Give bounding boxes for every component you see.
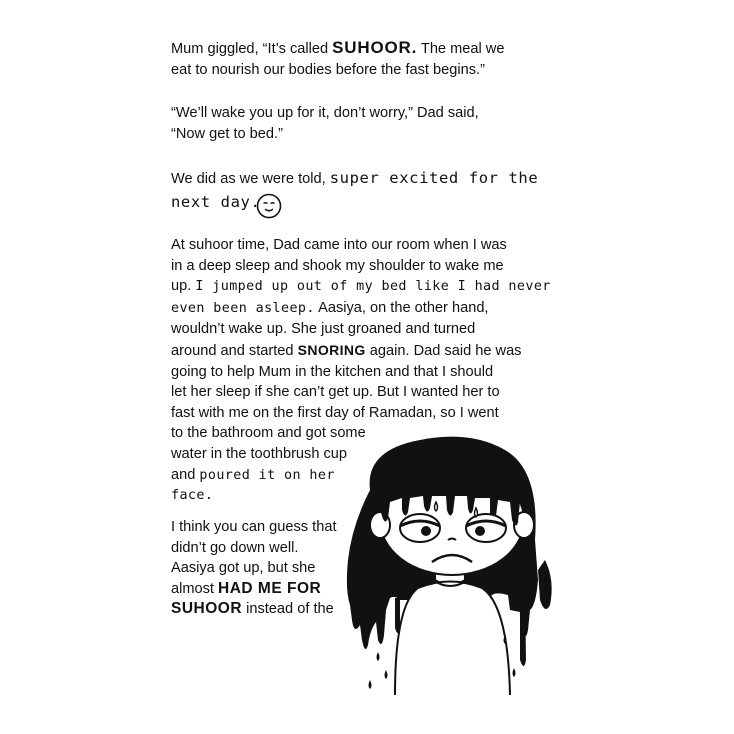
emphasis-text: SUHOOR: [171, 600, 243, 618]
text-run: instead of the: [242, 601, 334, 618]
handwritten-text: poured it on her: [199, 467, 335, 483]
text-line: At suhoor time, Dad came into our room when I was: [171, 237, 507, 253]
grumpy-wet-girl-illustration: [340, 430, 565, 700]
handwritten-text: face.: [171, 488, 214, 504]
text-line: wouldn’t wake up. She just groaned and turned: [171, 321, 476, 338]
paragraph-suhoor-explanation: [171, 38, 521, 80]
text-line: [171, 298, 521, 320]
handwritten-text: super excited for the: [329, 169, 539, 187]
text-run: Mum giggled, “It’s called: [171, 41, 333, 57]
text-run: and: [171, 466, 200, 483]
handwritten-text: I jumped up out of my bed like I had never: [195, 279, 551, 295]
paragraph-dad-bedtime: [171, 103, 521, 144]
handwritten-text: next day.: [171, 192, 261, 211]
emphasis-text: HAD ME FOR: [218, 579, 322, 597]
text-line: “We’ll wake you up for it, don’t worry,” Dad said,: [171, 105, 479, 121]
text-line: going to help Mum in the kitchen and that I should: [171, 363, 494, 380]
text-line: eat to nourish our bodies before the fast begins.”: [171, 61, 485, 78]
paragraph-excited: [171, 168, 539, 212]
text-line: didn’t go down well.: [171, 539, 299, 556]
text-run: around and started: [171, 342, 298, 359]
shirt: [395, 582, 510, 696]
text-line: fast with me on the first day of Ramadan, so I went: [171, 404, 499, 421]
text-line: [171, 168, 539, 190]
handwritten-suhoor-word: SUHOOR.: [332, 38, 418, 57]
text-line: “Now get to bed.”: [171, 125, 283, 142]
text-line: water in the toothbrush cup: [171, 445, 348, 462]
text-run: up.: [171, 278, 196, 295]
handwritten-text: even been asleep.: [171, 300, 315, 316]
text-run: Aasiya, on the other hand,: [314, 299, 489, 316]
smiley-face-icon: [255, 192, 283, 220]
text-line: [171, 340, 521, 362]
text-line: I think you can guess that: [171, 519, 337, 535]
snoring-word: SNORING: [297, 341, 366, 358]
text-line: Aasiya got up, but she: [171, 560, 316, 577]
text-line: [171, 38, 521, 60]
text-run: We did as we were told,: [171, 171, 330, 187]
text-line: to the bathroom and got some: [171, 425, 366, 442]
text-line: let her sleep if she can’t get up. But I wanted her to: [171, 384, 500, 401]
text-line: [171, 276, 551, 298]
text-run: almost: [171, 580, 219, 597]
text-run: The meal we: [417, 41, 505, 57]
text-line: in a deep sleep and shook my shoulder to wake me: [171, 257, 504, 274]
text-run: again. Dad said he was: [365, 342, 522, 359]
